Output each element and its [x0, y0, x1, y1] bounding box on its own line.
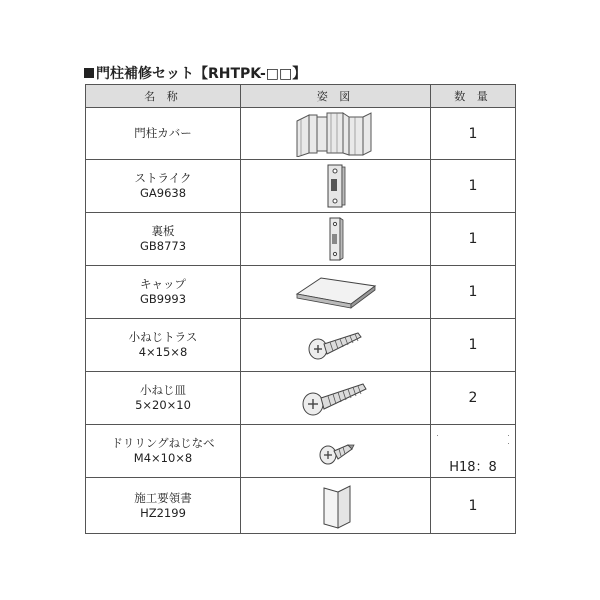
cap-icon [291, 272, 381, 312]
table-row [86, 319, 516, 372]
part-name-cell: 小ねじ皿 5×20×10 [86, 372, 241, 425]
figure-cell [241, 160, 431, 213]
table-row [86, 266, 516, 319]
figure-cell [241, 478, 431, 534]
parts-table [85, 84, 516, 534]
part-name-cell: 小ねじトラス 4×15×8 [86, 319, 241, 372]
figure-cell [241, 108, 431, 160]
qty-cell: 1 [431, 266, 516, 319]
part-name-cell: 裏板 GB8773 [86, 213, 241, 266]
flat-screw-icon [301, 378, 371, 418]
figure-cell [241, 266, 431, 319]
header-qty: 数 量 [431, 85, 516, 108]
manual-icon [316, 482, 356, 530]
header-figure: 姿 図 [241, 85, 431, 108]
part-name-cell: キャップ GB9993 [86, 266, 241, 319]
header-name: 名 称 [86, 85, 241, 108]
table-row [86, 213, 516, 266]
back-plate-icon [316, 216, 356, 262]
qty-cell: 1 [431, 319, 516, 372]
square-bullet-icon [84, 68, 94, 78]
table-row [86, 425, 516, 478]
qty-cell: 1 [431, 213, 516, 266]
part-name-cell: 門柱カバー [86, 108, 241, 160]
qty-cell: 2 [431, 372, 516, 425]
figure-cell [241, 372, 431, 425]
figure-cell [241, 425, 431, 478]
strike-plate-icon [316, 163, 356, 209]
qty-cell [431, 425, 516, 478]
table-row [86, 478, 516, 534]
figure-cell [241, 213, 431, 266]
table-row [86, 160, 516, 213]
drilling-screw-icon [314, 433, 358, 469]
part-name-cell: ストライク GA9638 [86, 160, 241, 213]
qty-cell: 1 [431, 108, 516, 160]
qty-value: H18：8 [431, 456, 515, 475]
header-row [86, 85, 516, 108]
table-row [86, 372, 516, 425]
figure-cell [241, 319, 431, 372]
part-name-cell: ドリリングねじなべ M4×10×8 [86, 425, 241, 478]
qty-cell: 1 [431, 478, 516, 534]
qty-cell: 1 [431, 160, 516, 213]
redaction-area [431, 429, 515, 449]
table-row [86, 108, 516, 160]
truss-screw-icon [306, 327, 366, 363]
part-name-cell: 施工要領書 HZ2199 [86, 478, 241, 534]
document-title: 門柱補修セット【RHTPK-□□】 [84, 63, 306, 83]
post-cover-icon [291, 111, 381, 157]
